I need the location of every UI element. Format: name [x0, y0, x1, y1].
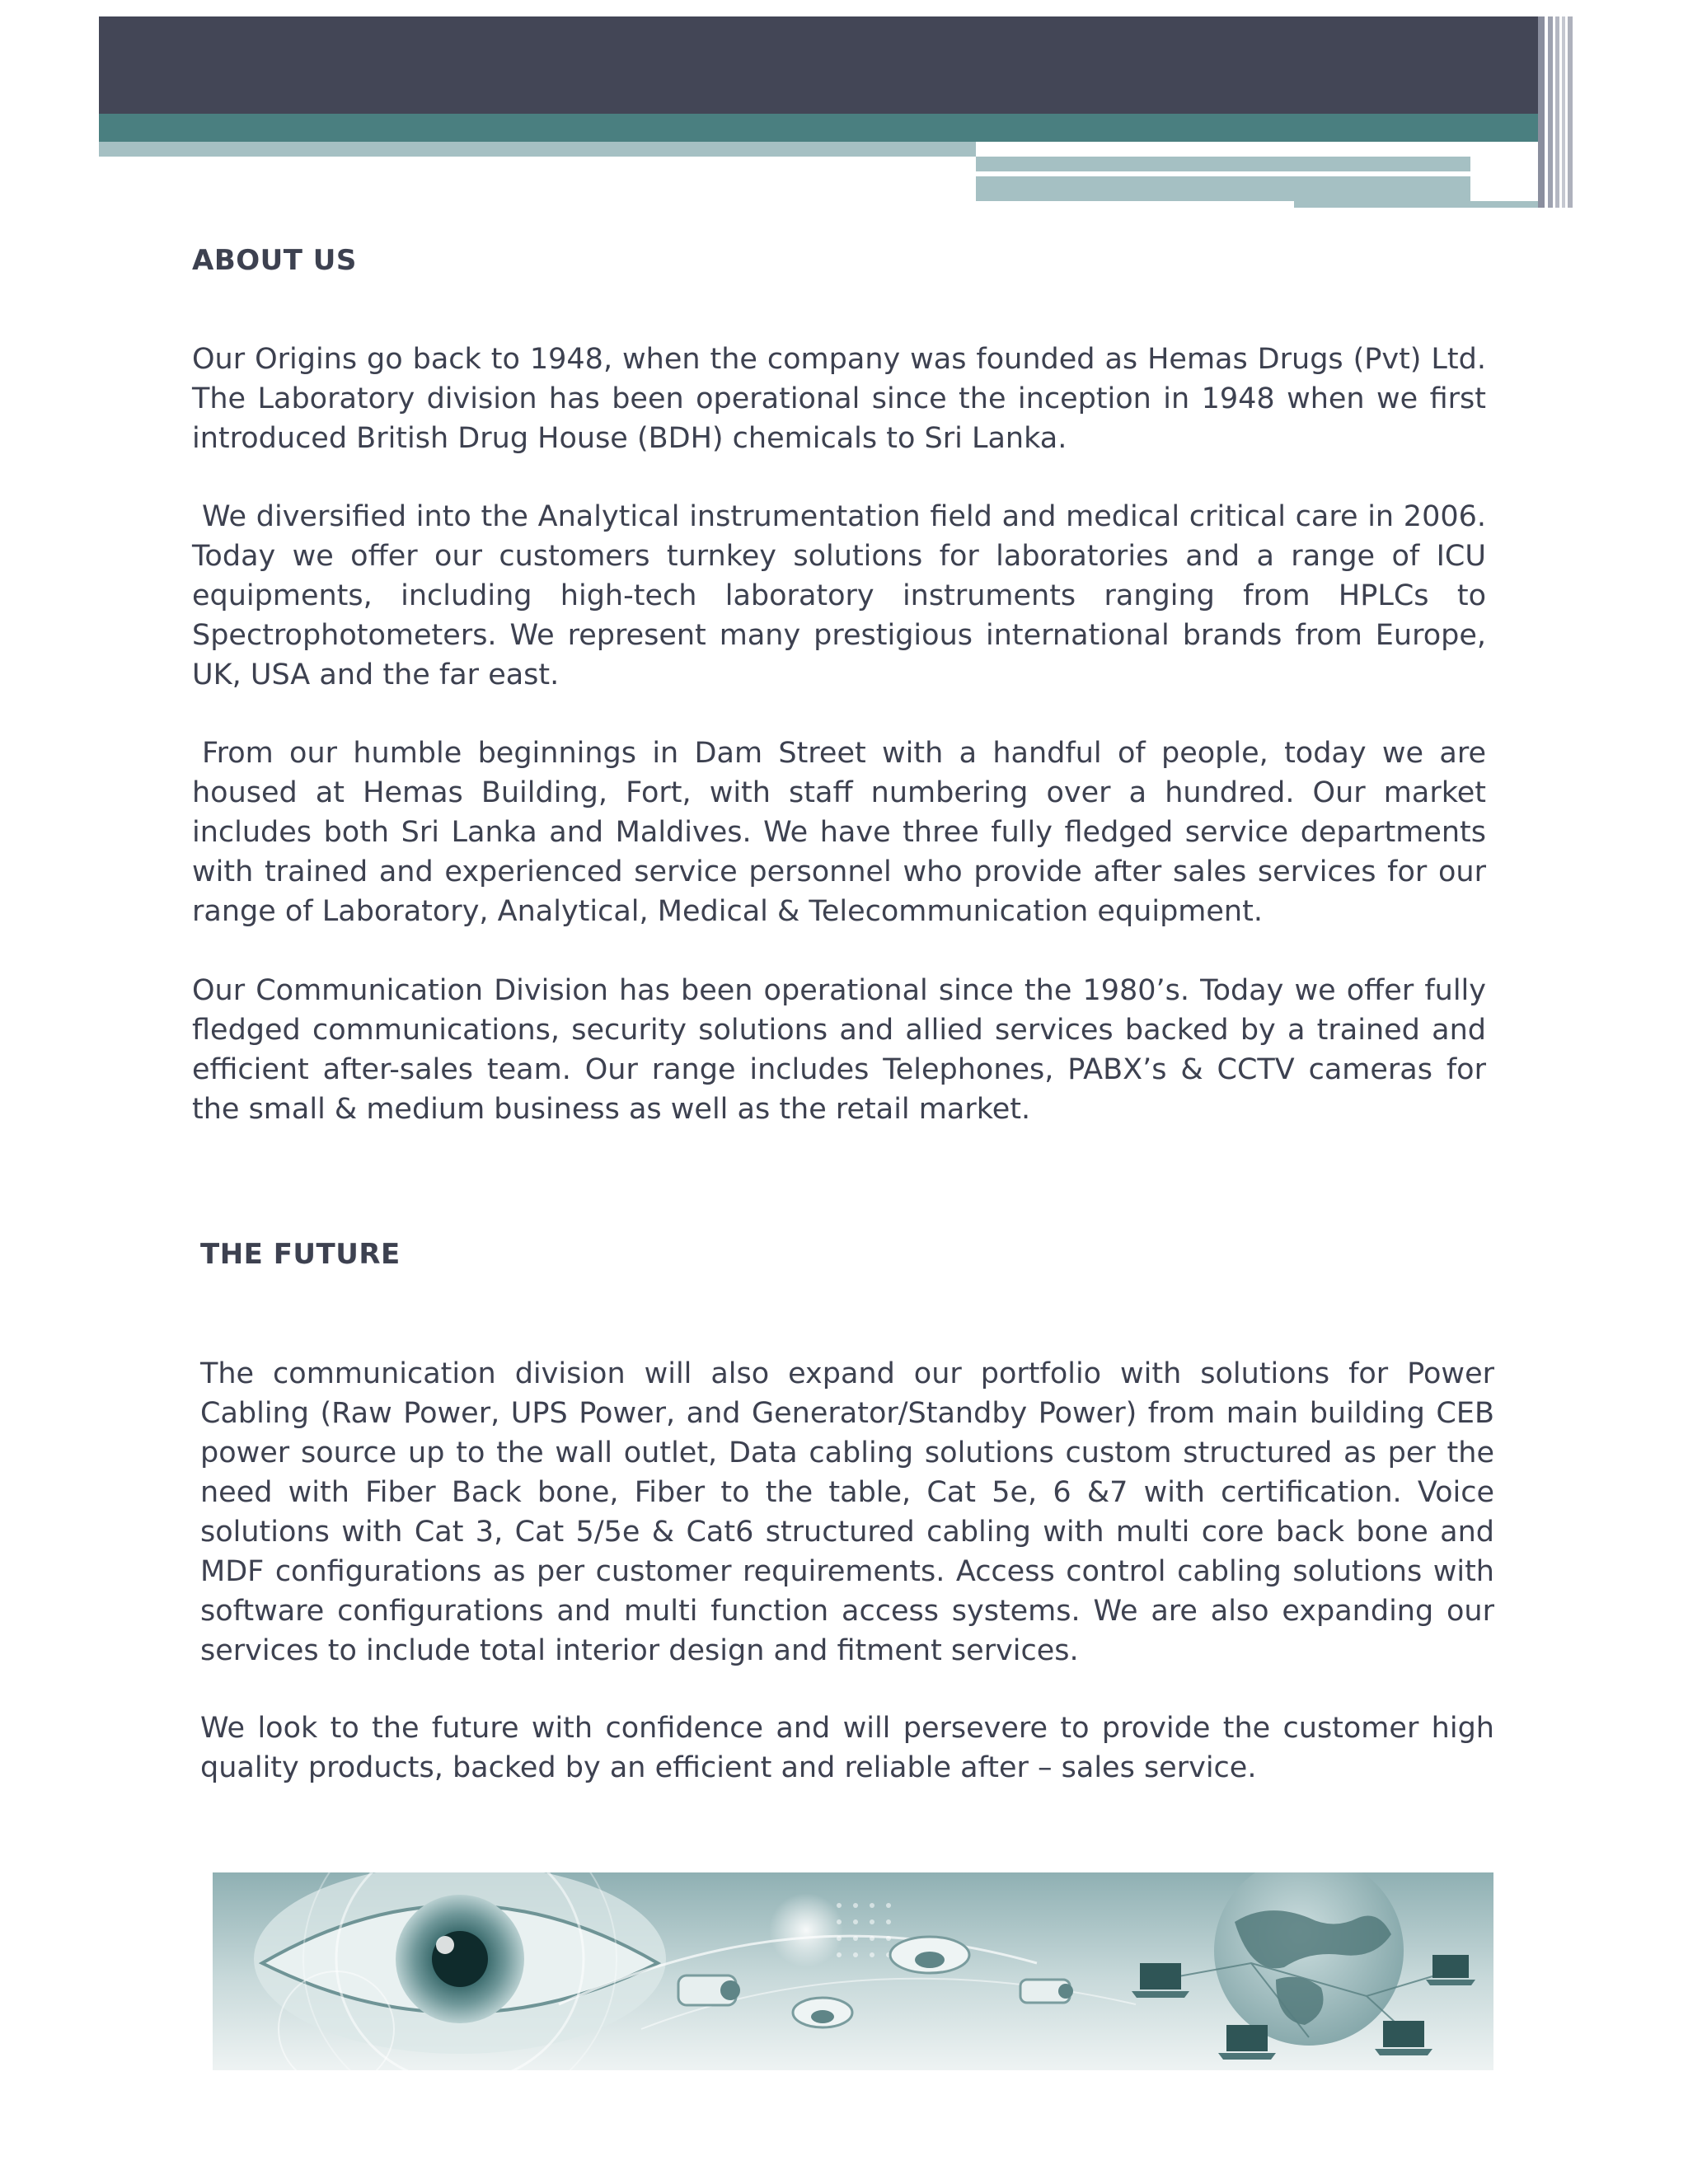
future-paragraph-2: We look to the future with confidence and will persevere to provide the customer high quality products, backed by an efficient and reliable after – sales service.: [200, 1712, 1494, 1784]
about-paragraph-3: From our humble beginnings in Dam Street with a handful of people, today we are housed at Hemas Building, Fort, with staff numbering over a hundred. Our market includes both Sri Lanka and Maldives. We have three fully fledged service departments with trained and experienced service personnel who provide after sales services for our range of Laboratory, Analytical, Medical & Telecommunication equipment.: [192, 737, 1486, 928]
collage-svg: [213, 1872, 1493, 2070]
about-paragraph-1: Our Origins go back to 1948, when the company was founded as Hemas Drugs (Pvt) Ltd. The Laboratory division has been operational since the inception in 1948 when we first introduced British Drug House (BDH) chemicals to Sri Lanka.: [192, 343, 1486, 455]
laptop-icon: [1218, 2025, 1276, 2060]
header-banner: [0, 0, 1688, 214]
banner-pale-band: [99, 142, 976, 157]
banner-stripes: [1538, 16, 1579, 208]
laptop-icon: [1375, 2021, 1432, 2055]
banner-step: [976, 176, 1470, 201]
bullet-camera-icon: [1020, 1980, 1073, 2003]
laptop-icon: [1426, 1955, 1475, 1985]
about-paragraph-2: We diversified into the Analytical instrumentation field and medical critical care in 2006. Today we offer our customers turnkey solutions for laboratories and a range of ICU equipments, including high-tech laboratory instruments ranging from HPLCs to Spectrophotometers. We represent many prestigious international brands from Europe, UK, USA and the far east.: [192, 500, 1486, 691]
banner-teal-band: [99, 114, 1550, 142]
future-heading: THE FUTURE: [200, 1238, 401, 1271]
technology-collage-image: [213, 1872, 1493, 2070]
dome-camera-icon: [890, 1937, 969, 1973]
banner-highlight-line: [976, 171, 1470, 176]
dome-camera-icon: [793, 1998, 852, 2027]
banner-step: [1294, 201, 1550, 208]
cctv-camera-icon: [678, 1975, 740, 2005]
about-heading: ABOUT US: [192, 244, 357, 277]
future-paragraph-1: The communication division will also expand our portfolio with solutions for Power Cabling (Raw Power, UPS Power, and Generator/Standby Power) from main building CEB power source up to the wall outlet, Data cabling solutions custom structured as per the need with Fiber Back bone, Fiber to the table, Cat 5e, 6 &7 with certification. Voice solutions with Cat 3, Cat 5/5e & Cat6 structured cabling with multi core back bone and MDF configurations as per customer requirements. Access control cabling solutions with software configurations and multi function access systems. We are also expanding our services to include total interior design and fitment services.: [200, 1357, 1494, 1667]
about-paragraph-4: Our Communication Division has been operational since the 1980’s. Today we offer fully fledged communications, security solutions and allied services backed by a trained and efficient after-sales team. Our range includes Telephones, PABX’s & CCTV cameras for the small & medium business as well as the retail market.: [192, 974, 1486, 1126]
banner-step: [976, 157, 1470, 171]
laptop-icon: [1132, 1963, 1189, 1998]
banner-dark-band: [99, 16, 1550, 114]
